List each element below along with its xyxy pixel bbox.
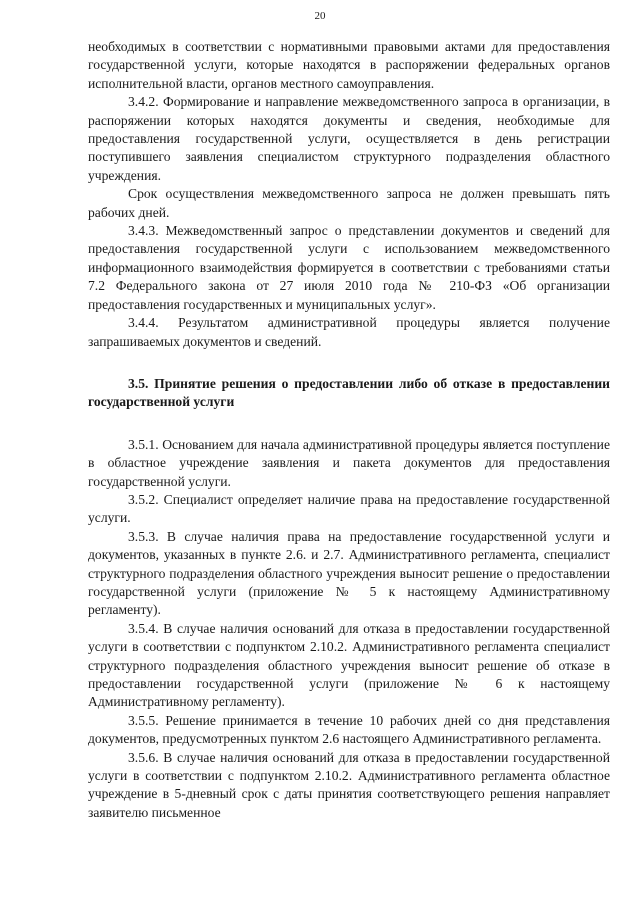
page-number: 20 <box>314 10 326 22</box>
paragraph-3-5-4: 3.5.4. В случае наличия оснований для отказа в предоставлении государственной услуги в соответствии с подпунктом 2.10.2. Административного регламента специалист структурного подразделения областного учреждения выносит решение об отказе в предоставлении государственной услуги (приложение № 6 к настоящему Административному регламенту). <box>88 620 610 710</box>
paragraph-3-5-3: 3.5.3. В случае наличия права на предоставление государственной услуги и документов, указанных в пункте 2.6. и 2.7. Административного регламента, специалист структурного подразделения областного учреждения выносит решение о предоставлении государственной услуги (приложение № 5 к настоящему Административному регламенту). <box>88 528 610 618</box>
section-heading-3-5: 3.5. Принятие решения о предоставлении либо об отказе в предоставлении государственной услуги <box>88 375 610 410</box>
document-body <box>88 38 610 822</box>
paragraph-3-4-4: 3.4.4. Результатом административной процедуры является получение запрашиваемых документов и сведений. <box>88 315 610 349</box>
paragraph-3-4-2: 3.4.2. Формирование и направление межведомственного запроса в организации, в распоряжении которых находятся документы и сведения, необходимые для предоставления государственной услуги, осуществляется в день регистрации поступившего заявления специалистом структурного подразделения областного учреждения. <box>88 94 610 183</box>
paragraph-3-4-3: 3.4.3. Межведомственный запрос о представлении документов и сведений для предоставления государственной услуги с использованием межведомственного информационного взаимодействия формируется в соответствии с требованиями статьи 7.2 Федерального закона от 27 июля 2010 года № 210-ФЗ «Об организации предоставления государственных и муниципальных услуг». <box>88 223 610 312</box>
paragraph-3-5-1: 3.5.1. Основанием для начала административной процедуры является поступление в областное учреждение заявления и пакета документов для предоставления государственной услуги. <box>88 436 610 489</box>
paragraph-3-5-5: 3.5.5. Решение принимается в течение 10 рабочих дней со дня представления документов, предусмотренных пунктом 2.6 настоящего Административного регламента. <box>88 712 610 747</box>
paragraph-3-5-2: 3.5.2. Специалист определяет наличие права на предоставление государственной услуги. <box>88 491 610 526</box>
paragraph-3-5-6: 3.5.6. В случае наличия оснований для отказа в предоставлении государственной услуги в соответствии с подпунктом 2.10.2. Административного регламента областное учреждение в 5-дневный срок с даты принятия соответствующего решения направляет заявителю письменное <box>88 749 610 820</box>
paragraph-request-term: Срок осуществления межведомственного запроса не должен превышать пять рабочих дней. <box>88 186 610 220</box>
paragraph-continuation: необходимых в соответствии с нормативными правовыми актами для предоставления государственной услуги, которые находятся в распоряжении федеральных органов исполнительной власти, органов местного самоуправления. <box>88 39 610 91</box>
